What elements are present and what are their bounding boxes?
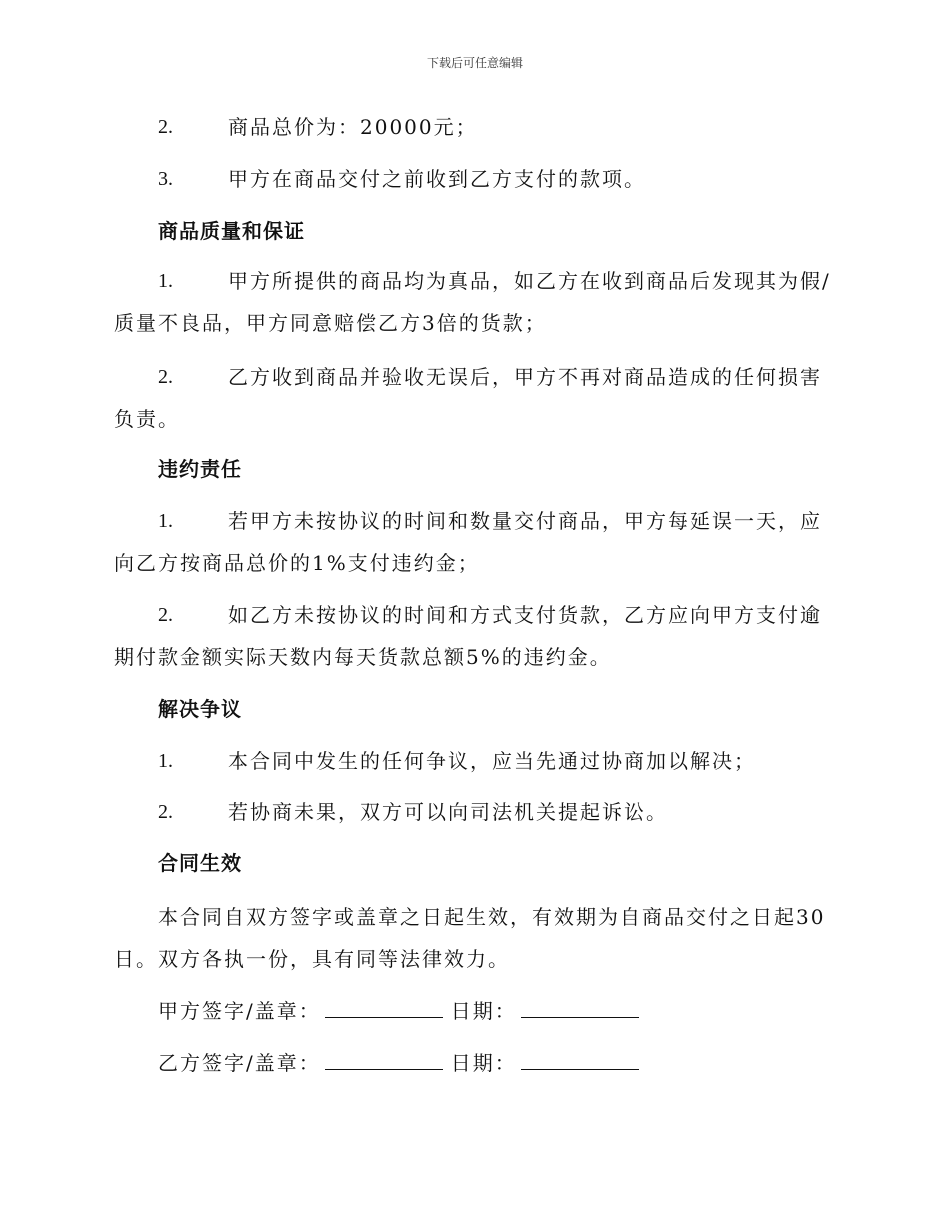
- item-text: 甲方所提供的商品均为真品，如乙方在收到商品后发现其为假/质量不良品，甲方同意赔偿乙方3倍的货款；: [114, 269, 831, 335]
- item-number: 3.: [158, 168, 173, 190]
- section-heading-breach: 违约责任: [158, 457, 242, 481]
- party-b-signature-blank[interactable]: [325, 1051, 443, 1070]
- item-text: 乙方收到商品并验收无误后，甲方不再对商品造成的任何损害负责。: [114, 365, 822, 431]
- party-b-date-label: 日期：: [450, 1051, 517, 1075]
- effect-paragraph: 本合同自双方签字或盖章之日起生效，有效期为自商品交付之日起30日。双方各执一份，具有同等法律效力。: [114, 905, 826, 971]
- dispute-item-1: [114, 740, 834, 782]
- section-heading-quality: 商品质量和保证: [158, 219, 305, 243]
- item-text: 若协商未果，双方可以向司法机关提起诉讼。: [228, 800, 668, 824]
- page-header: 下载后可任意编辑: [426, 56, 523, 70]
- item-number: 2.: [158, 116, 173, 138]
- payment-item-2: [114, 106, 834, 148]
- item-number: 2.: [158, 366, 173, 388]
- item-text: 甲方在商品交付之前收到乙方支付的款项。: [228, 167, 646, 191]
- item-text: 若甲方未按协议的时间和数量交付商品，甲方每延误一天，应向乙方按商品总价的1%支付违约金；: [114, 509, 822, 575]
- payment-item-3: [114, 158, 834, 200]
- item-text: 如乙方未按协议的时间和方式支付货款，乙方应向甲方支付逾期付款金额实际天数内每天货款总额5%的违约金。: [114, 603, 822, 669]
- item-number: 2.: [158, 604, 173, 626]
- item-number: 2.: [158, 801, 173, 823]
- party-a-date-label: 日期：: [450, 999, 517, 1023]
- party-b-date-blank[interactable]: [521, 1051, 639, 1070]
- party-a-signature-blank[interactable]: [325, 999, 443, 1018]
- section-heading-effect: 合同生效: [158, 851, 242, 875]
- breach-item-1: [114, 500, 834, 584]
- quality-item-1: [114, 260, 834, 344]
- item-number: 1.: [158, 750, 173, 772]
- item-text: 本合同中发生的任何争议，应当先通过协商加以解决；: [228, 749, 756, 773]
- party-a-date-blank[interactable]: [521, 999, 639, 1018]
- quality-item-2: [114, 356, 834, 440]
- party-b-signature-line: [158, 1048, 647, 1078]
- party-b-signature-label: 乙方签字/盖章：: [158, 1051, 321, 1075]
- item-text: 商品总价为：20000元；: [228, 115, 478, 139]
- breach-item-2: [114, 594, 834, 678]
- dispute-item-2: [114, 791, 834, 833]
- party-a-signature-line: [158, 996, 647, 1026]
- item-number: 1.: [158, 510, 173, 532]
- section-heading-dispute: 解决争议: [158, 697, 242, 721]
- party-a-signature-label: 甲方签字/盖章：: [158, 999, 321, 1023]
- item-number: 1.: [158, 270, 173, 292]
